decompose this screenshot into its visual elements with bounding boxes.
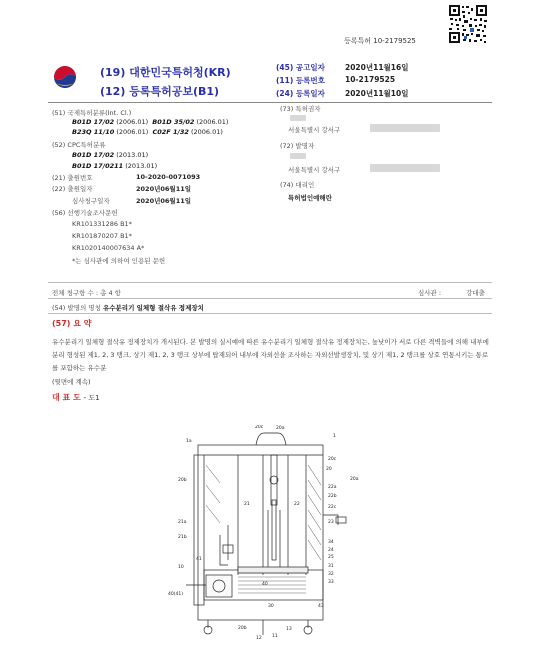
drawing-label: 40(41) [168,592,183,597]
cpc-year: (2013.01) [125,162,158,170]
ipc-code: C02F 1/32 [152,128,189,136]
ipc-year: (2006.01) [190,128,223,136]
registration-caption: 등록특허 10-2179525 [344,37,416,45]
examiner-name: 강대출 [466,289,485,297]
ipc-code: B01D 17/02 [72,118,115,126]
application-number-label: (21) 출원번호 [52,174,93,182]
inventor-label: (72) 발명자 [280,142,315,150]
exam-date-value: 2020년06월11일 [136,197,192,205]
drawing-label: 22a [328,485,337,490]
invention-title: 유수분리기 일체형 절삭유 정제장치 [102,304,204,312]
drawing-label: 20b [178,478,187,483]
drawing-label: 22c [328,505,337,510]
pump-motor [206,575,232,597]
drawing-label: 1 [333,434,336,439]
top-housing [256,433,286,445]
drawing-label: 21 [244,502,250,507]
representative-figure-ref: - 도1 [83,394,100,402]
drawing-label: 20 [326,467,332,472]
registration-number-code: (11) [276,76,294,85]
drawing-label: 30 [268,604,274,609]
inventor-address: 서울특별시 강서구 [288,166,341,174]
registration-number-row [276,75,325,86]
drawing-label: 25 [328,555,334,560]
drawing-label: 20a [350,477,359,482]
drawing-label: 31 [328,564,334,569]
prior-art-note: *는 심사관에 의하여 인용된 문헌 [72,257,166,265]
ipc-row-2 [72,128,223,136]
drawing-label: 20b [238,626,247,631]
examiner-label: 심사관 : [418,289,442,297]
registration-number-label: 등록번호 [295,76,325,85]
application-number-value: 10-2020-0071093 [136,173,201,181]
registration-date-value: 2020년11월10일 [345,89,409,98]
cpc-code: B01D 17/0211 [72,162,124,170]
drawing-label: 24 [328,548,334,553]
representative-figure-heading [52,392,100,403]
drawing-label: 21b [178,535,187,540]
section-divider [48,282,492,283]
cpc-code: B01D 17/02 [72,151,115,159]
cpc-label: (52) CPC특허분류 [52,141,106,149]
drawing-label: 20c [255,425,264,430]
drawing-label: 22b [328,494,337,499]
cpc-row-1 [72,151,148,159]
kipo-emblem-icon [50,62,80,92]
drawing-label: 22 [294,502,300,507]
drawing-label: 13 [286,627,292,632]
publication-date-value: 2020년11월16일 [345,63,409,72]
abstract-title: (57) 요 약 [52,319,92,328]
agent-label: (74) 대리인 [280,181,315,189]
drawing-label: 1a [186,439,192,444]
drawing-label: 21a [178,520,187,525]
claims-count: 전체 청구항 수 : 총 4 항 [52,289,121,297]
qr-code [448,4,488,44]
redacted-name [290,115,306,121]
ipc-row-1 [72,118,228,126]
drawing-label: 20c [328,457,337,462]
registration-date-code: (24) [276,89,294,98]
drawing-label: 12 [256,636,262,640]
publication-code: (45) [276,63,294,72]
drawing-label: 23 [328,520,334,525]
side-panel [194,455,204,605]
prior-art-label: (56) 선행기술조사문헌 [52,209,118,217]
ipc-label: (51) 국제특허분류(Int. Cl.) [52,109,132,117]
ipc-code: B23Q 11/10 [72,128,115,136]
drawing-label: 43 [318,604,324,609]
ipc-year: (2006.01) [196,118,229,126]
invention-title-label: (54) 발명의 명칭 [52,304,101,312]
registration-date-label: 등록일자 [295,89,325,98]
ipc-code: B01D 35/02 [152,118,195,126]
gazette-type-title: (12) 등록특허공보(B1) [100,85,220,98]
exam-date-label: 심사청구일자 [72,197,110,205]
representative-drawing [168,425,368,640]
patentee-address: 서울특별시 강서구 [288,126,341,134]
representative-figure-title: 대 표 도 [52,393,81,402]
prior-art-item: KR101870207 B1* [72,232,132,240]
prior-art-item: KR1020140007634 A* [72,244,145,252]
registration-number-value: 10-2179525 [345,75,396,84]
patentee-label: (73) 특허권자 [280,105,321,113]
application-date-label: (22) 출원일자 [52,185,93,193]
drawing-label: 11 [272,634,278,639]
publication-label: 공고일자 [295,63,325,72]
redacted-address [370,124,440,132]
drawing-label: 20a [276,426,285,431]
uv-lamp [271,455,277,505]
header-divider [48,102,492,103]
drawing-label: 34 [328,540,334,545]
section-divider [48,298,492,299]
ipc-year: (2006.01) [116,118,149,126]
prior-art-item: KR101331286 B1* [72,220,132,228]
redacted-address [370,164,440,172]
drawing-label: 41 [196,557,202,562]
cpc-year: (2013.01) [116,151,149,159]
ipc-year: (2006.01) [116,128,149,136]
kipo-title: (19) 대한민국특허청(KR) [100,66,231,79]
drawing-label: 33 [328,580,334,585]
registration-date-row [276,88,325,99]
publication-date-row [276,62,325,73]
cpc-row-2 [72,162,157,170]
redacted-name [290,153,306,159]
continued-note: (뒷면에 계속) [52,378,91,386]
drawing-label: 40 [262,582,268,587]
agent-value: 특허법인예해란 [288,194,332,202]
drawing-label: 10 [178,565,184,570]
application-date-value: 2020년06월11일 [136,185,192,193]
drawing-label: 32 [328,572,334,577]
invention-title-row [52,303,204,312]
section-divider [48,313,492,314]
abstract-text: 유수분리기 일체형 절삭유 정제장치가 개시된다. 본 발명의 실시예에 따른 유수분리기 일체형 절삭유 정제장치는, 높낮이가 서로 다른 격벽들에 의해 내부에 분리 형성된 제1, 2, 3 탱크, 상기 제1, 2, 3 탱크 상부에 탑재되어 내부에 자외선을 조사하는 자외선발생장치, 및 상기 제1, 2 탱크를 상호 연통시키는 통로를 포함하는 유수분 [52,338,489,372]
